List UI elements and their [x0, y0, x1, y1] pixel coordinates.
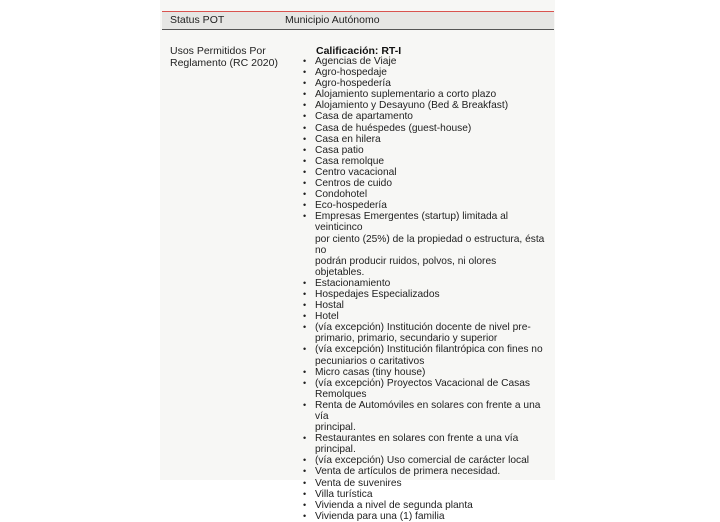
- permitted-use-item: • Casa patio: [303, 145, 548, 156]
- permitted-use-item: • Agro-hospedaje: [303, 67, 548, 78]
- permitted-use-item: • Centro vacacional: [303, 167, 548, 178]
- permitted-use-item: • (vía excepción) Institución filantrópica con fines no pecuniarios o caritativos: [303, 344, 548, 366]
- permitted-use-item: • Hospedajes Especializados: [303, 289, 548, 300]
- permitted-use-item: • Estacionamiento: [303, 278, 548, 289]
- header-status-pot: Status POT: [170, 14, 225, 26]
- permitted-use-item: • Vivienda a nivel de segunda planta: [303, 500, 548, 511]
- permitted-use-item: • (vía excepción) Proyectos Vacacional de Casas Remolques: [303, 378, 548, 400]
- row-label-line-1: Usos Permitidos Por: [170, 45, 266, 57]
- permitted-use-item: • Villa turística: [303, 489, 548, 500]
- permitted-use-item: • (vía excepción) Uso comercial de carácter local: [303, 455, 548, 466]
- permitted-use-item: • Hotel: [303, 311, 548, 322]
- row-label-line-2: Reglamento (RC 2020): [170, 57, 278, 69]
- permitted-use-item: • Hostal: [303, 300, 548, 311]
- permitted-use-item: • Vivienda para una (1) familia: [303, 511, 548, 522]
- permitted-use-item: • Renta de Automóviles en solares con frente a una vía principal.: [303, 400, 548, 433]
- permitted-use-item: • Venta de artículos de primera necesidad.: [303, 466, 548, 477]
- permitted-use-item: • Eco-hospedería: [303, 200, 548, 211]
- permitted-use-item: • Restaurantes en solares con frente a una vía principal.: [303, 433, 548, 455]
- permitted-use-item: • Agencias de Viaje: [303, 56, 548, 67]
- permitted-use-item: • (vía excepción) Institución docente de nivel pre- primario, primario, secundario y superior: [303, 322, 548, 344]
- classification-heading: Calificación: RT-I: [316, 45, 402, 57]
- permitted-use-item: • Agro-hospedería: [303, 78, 548, 89]
- permitted-use-item: • Alojamiento y Desayuno (Bed & Breakfast): [303, 100, 548, 111]
- permitted-use-item: • Venta de suvenires: [303, 478, 548, 489]
- permitted-use-item: • Casa de huéspedes (guest-house): [303, 123, 548, 134]
- permitted-use-item: • Condohotel: [303, 189, 548, 200]
- permitted-use-item: • Casa remolque: [303, 156, 548, 167]
- permitted-use-item: • Alojamiento suplementario a corto plazo: [303, 89, 548, 100]
- header-municipio: Municipio Autónomo: [285, 14, 380, 26]
- permitted-use-item: • Empresas Emergentes (startup) limitada al veinticinco por ciento (25%) de la propiedad o estructura, ésta no podrán producir ruidos, polvos, ni olores objetables.: [303, 211, 548, 278]
- permitted-use-item: • Casa en hilera: [303, 134, 548, 145]
- header-bottom-rule: [162, 29, 554, 30]
- permitted-use-item: • Centros de cuido: [303, 178, 548, 189]
- permitted-uses-list: [303, 56, 548, 522]
- permitted-use-item: • Casa de apartamento: [303, 111, 548, 122]
- permitted-use-item: • Micro casas (tiny house): [303, 367, 548, 378]
